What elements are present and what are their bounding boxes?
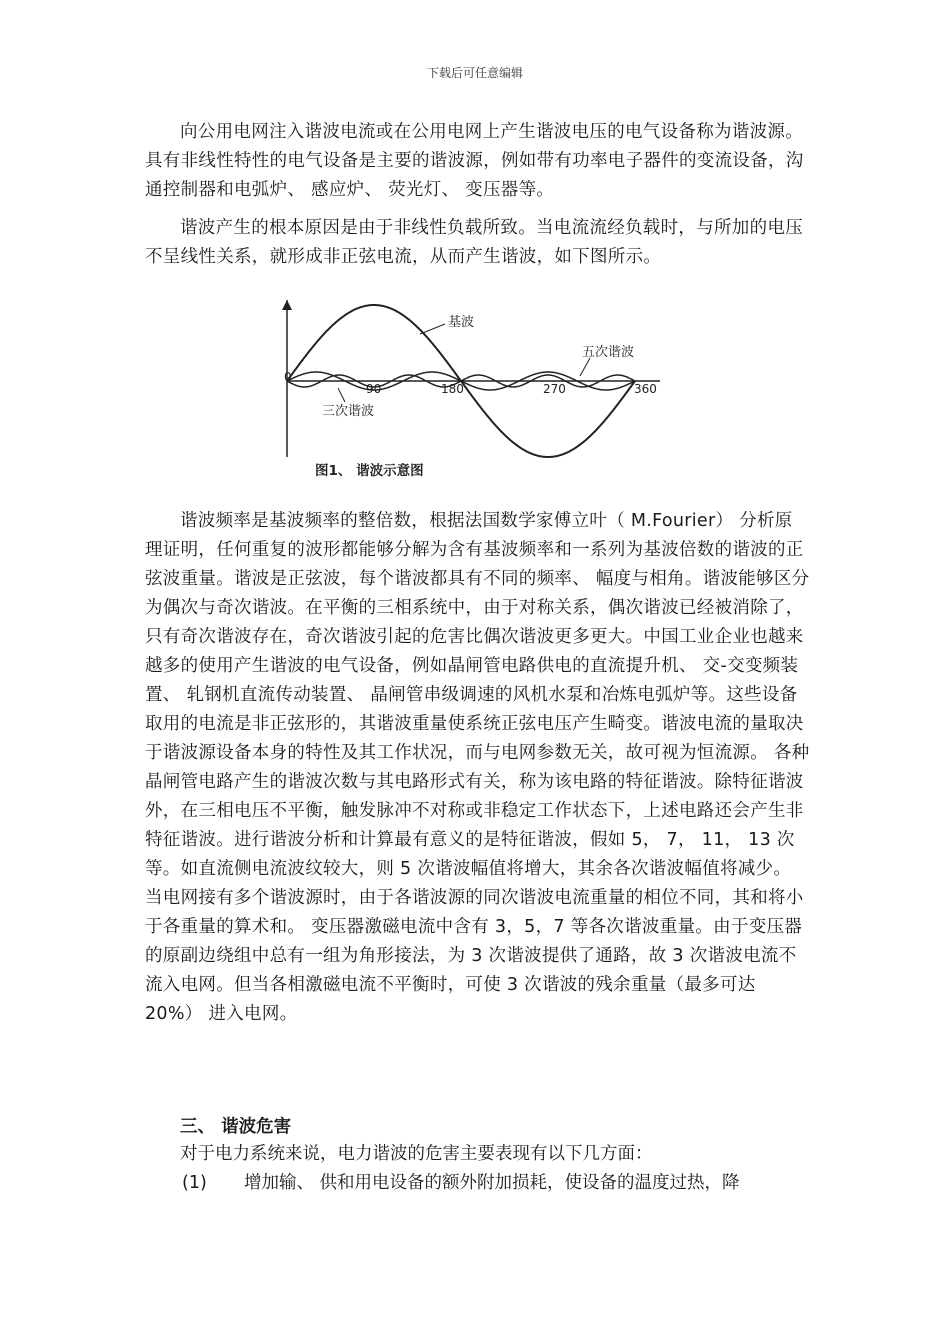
paragraph-harmonic-analysis: 谐波频率是基波频率的整倍数，根据法国数学家傅立叶（ M.Fourier） 分析原理证明，任何重复的波形都能够分解为含有基波频率和一系列为基波倍数的谐波的正弦波重量。谐波是正弦波，每个谐波都具有不同的频率、 幅度与相角。谐波能够区分为偶次与奇次谐波。在平衡的三相系统中，由于对称关系，偶次谐波已经被消除了，只有奇次谐波存在，奇次谐波引起的危害比偶次谐波更多更大。中国工业企业也越来越多的使用产生谐波的电气设备，例如晶闸管电路供电的直流提升机、 交-交变频装置、 轧钢机直流传动装置、 晶闸管串级调速的风机水泵和冶炼电弧炉等。这些设备取用的电流是非正弦形的，其谐波重量使系统正弦电压产生畸变。谐波电流的量取决于谐波源设备本身的特性及其工作状况，而与电网参数无关，故可视为恒流源。 各种晶闸管电路产生的谐波次数与其电路形式有关，称为该电路的特征谐波。除特征谐波外，在三相电压不平衡，触发脉冲不对称或非稳定工作状态下，上述电路还会产生非特征谐波。进行谐波分析和计算最有意义的是特征谐波，假如 5， 7， 11， 13 次等。如直流侧电流波纹较大，则 5 次谐波幅值将增大，其余各次谐波幅值将减少。 当电网接有多个谐波源时，由于各谐波源的同次谐波电流重量的相位不同，其和将小于各重量的算术和。 变压器激磁电流中含有 3，5，7 等各次谐波重量。由于变压器的原副边绕组中总有一组为角形接法，为 3 次谐波提供了通路，故 3 次谐波电流不流入电网。但当各相激磁电流不平衡时，可使 3 次谐波的残余重量（最多可达 20%） 进入电网。 <box>145 511 810 1024</box>
label-fundamental: 基波 <box>448 315 475 330</box>
y-axis-arrow <box>282 300 292 310</box>
list-item-text: 增加输、 供和用电设备的额外附加损耗，使设备的温度过热，降 <box>244 1173 740 1193</box>
section-heading-harmonic-hazards: 三、 谐波危害 <box>180 1117 292 1137</box>
fundamental-label-arrow <box>420 324 445 334</box>
page-header: 下载后可任意编辑 <box>426 66 523 80</box>
fifth-label-arrow <box>580 358 590 376</box>
paragraph-harmonic-source: 向公用电网注入谐波电流或在公用电网上产生谐波电压的电气设备称为谐波源。具有非线性特性的电气设备是主要的谐波源，例如带有功率电子器件的变流设备，沟通控制器和电弧炉、 感应炉、 荧光灯、 变压器等。 <box>145 122 804 200</box>
paragraph-hazards-intro: 对于电力系统来说，电力谐波的危害主要表现有以下几方面： <box>180 1144 653 1164</box>
figure-caption: 图1、 谐波示意图 <box>315 463 424 479</box>
harmonic-waveform-figure <box>270 300 670 490</box>
list-item-number: (1) <box>182 1173 207 1193</box>
tick-0: 0 <box>284 370 292 384</box>
tick-90: 90 <box>366 382 382 396</box>
tick-270: 270 <box>543 382 566 396</box>
label-fifth-harmonic: 五次谐波 <box>582 345 635 360</box>
third-label-arrow <box>338 388 345 402</box>
label-third-harmonic: 三次谐波 <box>322 404 375 419</box>
tick-360: 360 <box>634 382 657 396</box>
paragraph-harmonic-cause: 谐波产生的根本原因是由于非线性负载所致。当电流流经负载时，与所加的电压不呈线性关系，就形成非正弦电流，从而产生谐波，如下图所示。 <box>145 218 803 267</box>
tick-180: 180 <box>441 382 464 396</box>
